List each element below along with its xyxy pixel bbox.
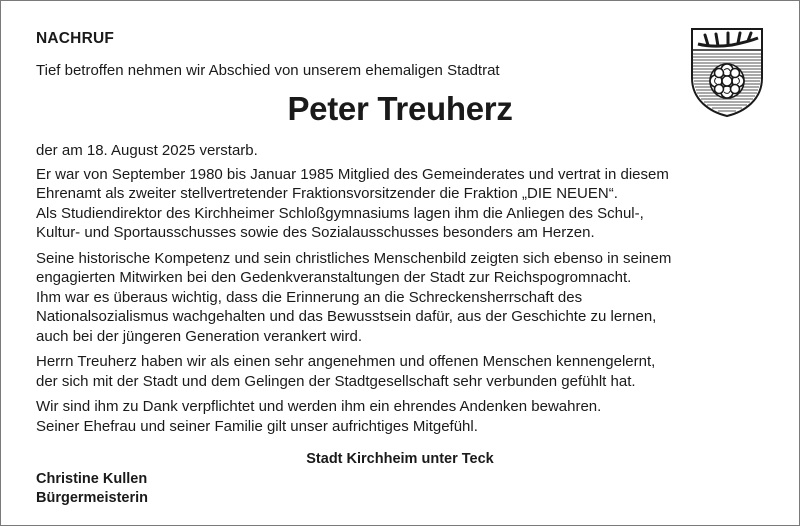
paragraph-career (36, 165, 756, 243)
text-line: Ihm war es überaus wichtig, dass die Erinnerung an die Schreckensherrschaft des (36, 288, 583, 306)
text-line: Herrn Treuherz haben wir als einen sehr angenehmen und offenen Menschen kennengelernt, (36, 353, 656, 370)
text-line: auch bei der jüngeren Generation verankert wird. (36, 327, 363, 345)
text-line: Ehrenamt als zweiter stellvertretender Fraktionsvorsitzender die Fraktion „DIE NEUEN“. (36, 185, 618, 202)
signature-block (36, 470, 148, 508)
intro-line: Tief betroffen nehmen wir Abschied von unserem ehemaligen Stadtrat (36, 62, 500, 79)
issuing-organization: Stadt Kirchheim unter Teck (306, 451, 494, 467)
text-line: Kultur- und Sportausschusses sowie des Sozialausschusses besonders am Herzen. (36, 224, 595, 241)
signer-name: Christine Kullen (36, 471, 148, 487)
signer-title: Bürgermeisterin (36, 490, 149, 506)
notice-body (36, 141, 756, 442)
text-line: Seine historische Kompetenz und sein christliches Menschenbild zeigten sich ebenso in seinem (36, 249, 672, 267)
notice-heading: NACHRUF (36, 30, 115, 47)
text-line: Wir sind ihm zu Dank verpflichtet und werden ihm ein ehrendes Andenken bewahren. (36, 398, 602, 415)
city-coat-of-arms-icon (688, 26, 766, 118)
date-line: der am 18. August 2025 verstarb. (36, 142, 258, 159)
text-line: engagierten Mitwirken bei den Gedenkveranstaltungen der Stadt zur Reichspogromnacht. (36, 269, 632, 286)
text-line: der sich mit der Stadt und dem Gelingen der Stadtgesellschaft sehr verbunden gefühlt hat. (36, 372, 636, 390)
text-line: Seiner Ehefrau und seiner Familie gilt unser aufrichtiges Mitgefühl. (36, 417, 478, 435)
text-line: Als Studiendirektor des Kirchheimer Schloßgymnasiums lagen ihm die Anliegen des Schul-, (36, 204, 644, 222)
text-line: Er war von September 1980 bis Januar 1985 Mitglied des Gemeinderates und vertrat in diesem (36, 165, 669, 183)
paragraph-condolence (36, 397, 756, 436)
paragraph-character (36, 352, 756, 391)
text-line: Nationalsozialismus wachgehalten und das Bewusstsein dafür, aus der Geschichte zu lernen, (36, 308, 657, 325)
deceased-name: Peter Treuherz (287, 90, 513, 127)
paragraph-remembrance (36, 249, 756, 347)
